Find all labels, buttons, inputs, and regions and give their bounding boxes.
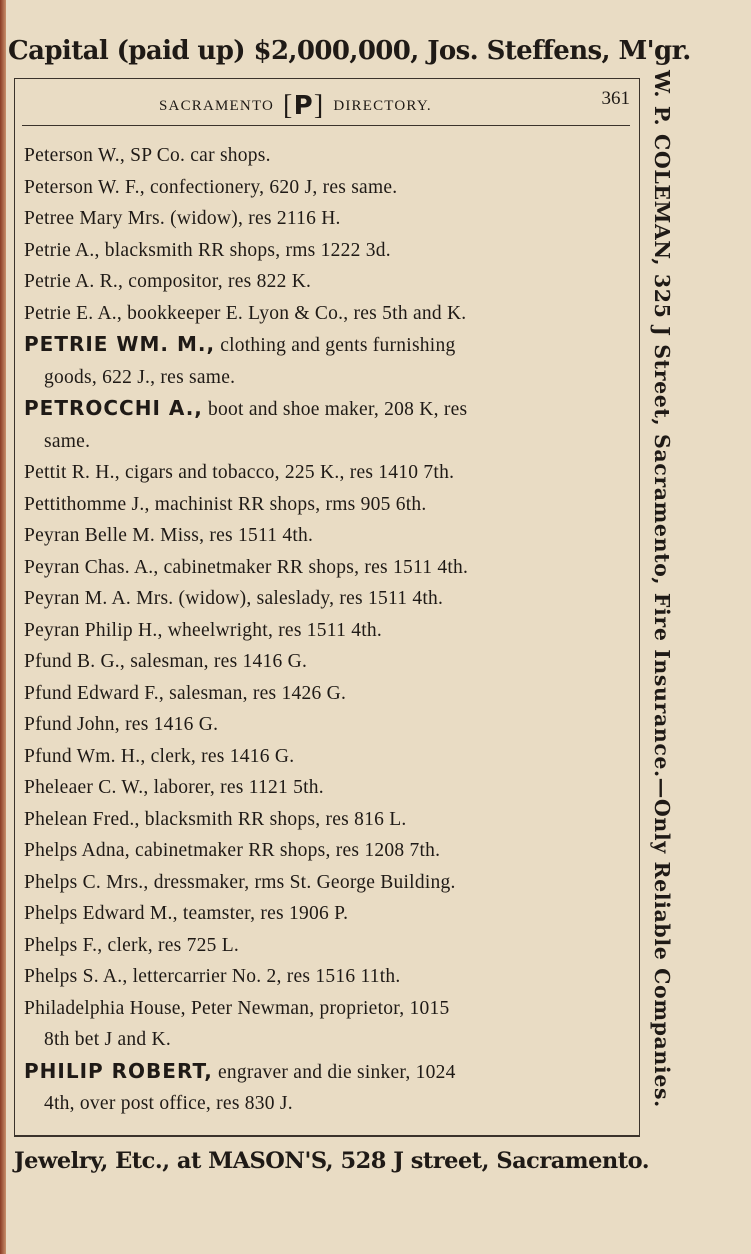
- entry-details: cigars and tobacco, 225 K., res 1410 7th.: [119, 462, 455, 483]
- entry-name: Pettit R. H.,: [24, 462, 120, 483]
- header-city: SACRAMENTO: [159, 98, 275, 114]
- directory-entry: [24, 993, 634, 1056]
- entry-details: engraver and die sinker, 1024: [212, 1061, 456, 1083]
- directory-entry: [24, 615, 634, 647]
- entry-first-line: [24, 303, 466, 324]
- directory-entry: [24, 140, 634, 172]
- directory-entry: [24, 835, 634, 867]
- directory-entry: [24, 172, 634, 204]
- entry-name: Peyran Belle M. Miss,: [24, 525, 205, 546]
- directory-entry: [24, 804, 634, 836]
- entry-details: cabinetmaker RR shops, res 1511 4th.: [158, 556, 469, 578]
- entry-details: clerk, res 1416 G.: [145, 745, 295, 767]
- entry-first-line: [24, 966, 401, 987]
- entry-details: SP Co. car shops.: [125, 145, 271, 166]
- entry-details: clerk, res 725 L.: [102, 934, 240, 956]
- entry-details: salesman, res 1426 G.: [164, 682, 347, 704]
- directory-entry: [24, 298, 634, 330]
- entry-first-line: [24, 903, 348, 924]
- entry-details: Peter Newman, proprietor, 1015: [185, 997, 450, 1019]
- directory-entry: [24, 1056, 634, 1120]
- directory-entry: [24, 709, 634, 741]
- directory-entry: [24, 961, 634, 993]
- entry-name: Pettithomme J.,: [24, 493, 150, 515]
- running-title: [159, 86, 432, 121]
- entry-details: (widow), saleslady, res 1511 4th.: [173, 588, 444, 609]
- directory-entry: [24, 329, 634, 393]
- entry-details: clothing and gents furnishing: [215, 335, 456, 356]
- entry-name: PHILIP ROBERT,: [24, 1058, 213, 1083]
- entry-details: bookkeeper E. Lyon & Co., res 5th and K.: [122, 302, 467, 324]
- entry-first-line: [24, 396, 468, 420]
- entry-first-line: [24, 588, 443, 609]
- directory-entry: [24, 678, 634, 710]
- entry-first-line: [24, 809, 407, 830]
- page-number: 361: [601, 88, 630, 109]
- side-advertisement-text: W. P. COLEMAN, 325 J Street, Sacramento, Fire Insurance.—Only Reliable Companies.: [650, 70, 674, 1108]
- entry-details: res 1416 G.: [119, 714, 219, 735]
- directory-entry: [24, 457, 634, 489]
- entry-name: PETRIE WM. M.,: [24, 332, 216, 356]
- entry-details: dressmaker, rms St. George Building.: [148, 871, 456, 893]
- entry-first-line: [24, 240, 391, 261]
- running-header: [14, 86, 638, 121]
- directory-entry: [24, 898, 634, 930]
- entry-first-line: [24, 525, 313, 546]
- bracket-open: [: [283, 90, 294, 121]
- page-edge: [0, 0, 6, 1254]
- entry-first-line: [24, 462, 454, 483]
- entry-name: Petree Mary Mrs.: [24, 208, 166, 229]
- entry-first-line: [24, 1058, 456, 1083]
- directory-entry: [24, 489, 634, 521]
- entry-name: Pheleaer C. W.,: [24, 777, 149, 798]
- entry-name: Petrie A. R.,: [24, 271, 124, 292]
- entry-details: blacksmith RR shops, rms 1222 3d.: [99, 239, 391, 261]
- directory-entry: [24, 552, 634, 584]
- entry-first-line: [24, 777, 324, 798]
- directory-entry: [24, 266, 634, 298]
- header-rule: [22, 125, 630, 126]
- section-letter-char: P: [293, 91, 314, 121]
- entry-first-line: [24, 177, 397, 198]
- entry-name: Petrie A.,: [24, 239, 100, 261]
- entry-first-line: [24, 872, 456, 893]
- entry-first-line: [24, 714, 218, 735]
- directory-entry: [24, 520, 634, 552]
- directory-entry: [24, 741, 634, 773]
- entry-name: Phelps F.,: [24, 934, 103, 956]
- directory-entry: [24, 646, 634, 678]
- entry-details: salesman, res 1416 G.: [125, 651, 308, 672]
- entry-first-line: [24, 683, 346, 704]
- directory-entries: [24, 140, 634, 1120]
- entry-details: compositor, res 822 K.: [123, 271, 312, 292]
- entry-name: Peterson W.,: [24, 145, 126, 166]
- entry-details: res 1511 4th.: [204, 525, 314, 546]
- entry-name: Pfund Edward F.,: [24, 682, 165, 704]
- section-letter: [279, 90, 328, 121]
- entry-name: Peyran Chas. A.,: [24, 556, 159, 578]
- entry-details: teamster, res 1906 P.: [177, 903, 349, 924]
- bottom-advertisement: Jewelry, Etc., at MASON'S, 528 J street, Sacramento.: [14, 1148, 650, 1174]
- entry-name: Pfund Wm. H.,: [24, 745, 146, 767]
- entry-first-line: [24, 840, 440, 861]
- entry-first-line: [24, 935, 239, 956]
- entry-first-line: [24, 208, 341, 229]
- header-directory: DIRECTORY.: [333, 98, 432, 114]
- entry-name: Phelps Edward M.,: [24, 903, 178, 924]
- top-advertisement: Capital (paid up) $2,000,000, Jos. Steffens, M'gr.: [8, 36, 691, 66]
- entry-continuation: 8th bet J and K.: [44, 1029, 171, 1050]
- entry-first-line: [24, 998, 449, 1019]
- entry-name: Peyran Philip H.,: [24, 619, 163, 641]
- entry-name: Pfund B. G.,: [24, 651, 126, 672]
- entry-first-line: [24, 332, 456, 356]
- directory-entry: [24, 930, 634, 962]
- directory-entry: [24, 393, 634, 457]
- entry-first-line: [24, 620, 382, 641]
- directory-entry: [24, 772, 634, 804]
- entry-name: Phelps S. A.,: [24, 966, 128, 987]
- entry-name: Pfund John,: [24, 714, 120, 735]
- entry-name: Peterson W. F.,: [24, 176, 145, 198]
- entry-continuation: same.: [44, 430, 91, 452]
- directory-entry: [24, 203, 634, 235]
- entry-name: Phelean Fred.,: [24, 808, 140, 830]
- directory-entry: [24, 867, 634, 899]
- entry-continuation: 4th, over post office, res 830 J.: [44, 1093, 293, 1114]
- entry-details: machinist RR shops, rms 905 6th.: [149, 493, 427, 515]
- entry-name: Phelps Adna,: [24, 840, 130, 861]
- entry-first-line: [24, 746, 294, 767]
- directory-entry: [24, 583, 634, 615]
- entry-details: blacksmith RR shops, res 816 L.: [139, 808, 407, 830]
- entry-name: Phelps C. Mrs.,: [24, 871, 149, 893]
- entry-details: laborer, res 1121 5th.: [148, 777, 324, 798]
- entry-first-line: [24, 145, 271, 166]
- entry-details: lettercarrier No. 2, res 1516 11th.: [127, 966, 401, 987]
- entry-details: confectionery, 620 J, res same.: [144, 176, 398, 198]
- bracket-close: ]: [313, 90, 325, 121]
- entry-first-line: [24, 494, 427, 515]
- entry-name: PETROCCHI A.,: [24, 396, 203, 420]
- side-advertisement: [650, 70, 686, 1140]
- entry-first-line: [24, 651, 307, 672]
- entry-continuation: goods, 622 J., res same.: [44, 366, 236, 388]
- entry-first-line: [24, 557, 468, 578]
- entry-details: boot and shoe maker, 208 K, res: [202, 399, 468, 420]
- entry-name: Philadelphia House,: [24, 997, 186, 1019]
- entry-details: cabinetmaker RR shops, res 1208 7th.: [129, 840, 441, 861]
- entry-details: (widow), res 2116 H.: [165, 208, 341, 229]
- entry-name: Peyran M. A. Mrs.: [24, 588, 174, 609]
- directory-entry: [24, 235, 634, 267]
- entry-details: wheelwright, res 1511 4th.: [162, 619, 382, 641]
- entry-first-line: [24, 271, 311, 292]
- entry-name: Petrie E. A.,: [24, 302, 123, 324]
